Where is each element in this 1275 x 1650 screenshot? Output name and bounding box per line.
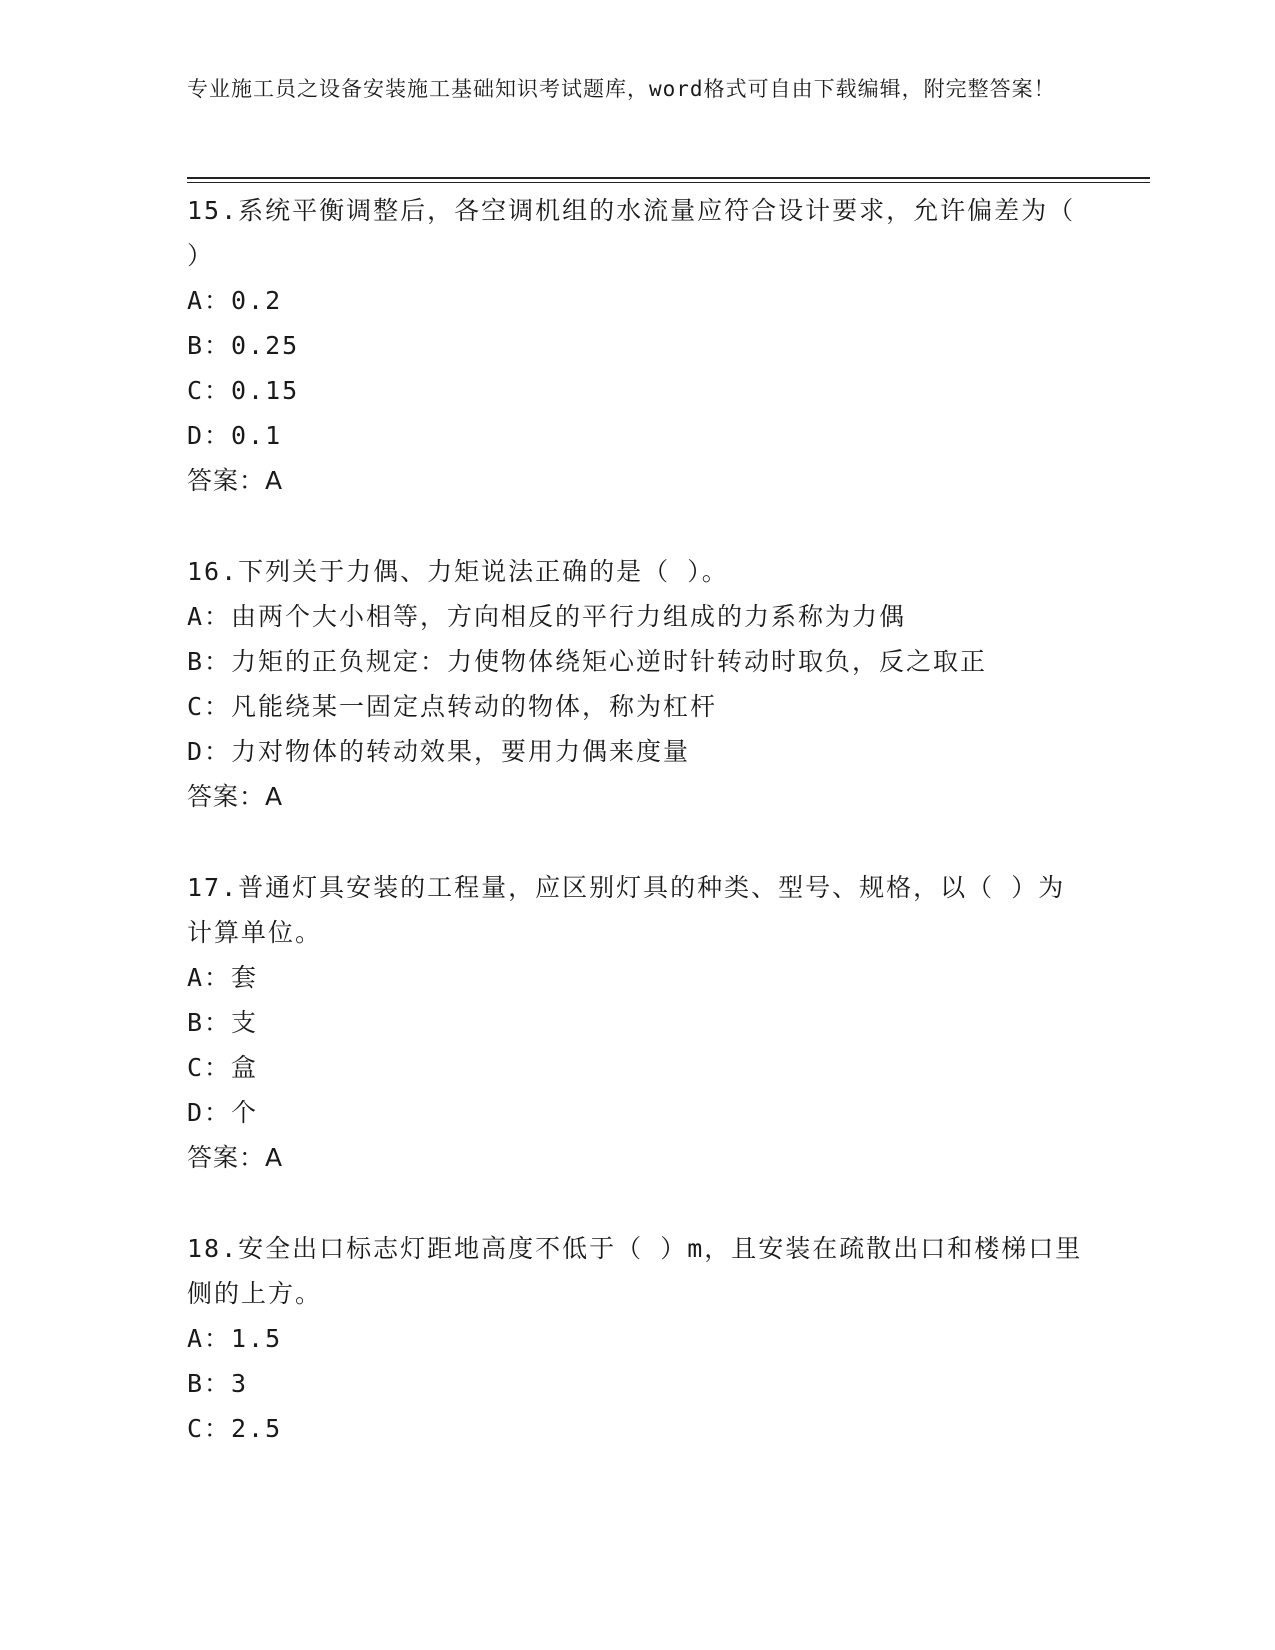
- option-key: A：: [187, 286, 232, 315]
- option-text: 个: [231, 1098, 259, 1127]
- option-text: 0.25: [231, 331, 300, 360]
- question-stem: 18.安全出口标志灯距地高度不低于（ ）m，且安装在疏散出口和楼梯口里侧的上方。: [187, 1234, 1083, 1308]
- option-b: [187, 323, 1087, 368]
- header-divider-thick: [187, 177, 1150, 179]
- option-text: 1.5: [231, 1324, 283, 1353]
- option-key: C：: [187, 376, 232, 405]
- option-a: [187, 594, 1087, 639]
- option-key: B：: [187, 647, 232, 676]
- option-a: [187, 955, 1087, 1000]
- option-c: [187, 368, 1087, 413]
- option-c: [187, 1045, 1087, 1090]
- option-a: [187, 278, 1087, 323]
- option-d: [187, 1090, 1087, 1135]
- option-c: [187, 1406, 1087, 1451]
- option-key: A：: [187, 1324, 232, 1353]
- question-16: [187, 549, 1087, 819]
- option-key: B：: [187, 1369, 232, 1398]
- option-key: D：: [187, 421, 232, 450]
- option-key: B：: [187, 1008, 232, 1037]
- question-17: [187, 865, 1087, 1180]
- option-key: C：: [187, 1414, 232, 1443]
- header-divider-thin: [187, 182, 1150, 183]
- question-stem: 15.系统平衡调整后，各空调机组的水流量应符合设计要求，允许偏差为（ ）: [187, 196, 1076, 270]
- option-text: 0.2: [231, 286, 283, 315]
- document-header: 专业施工员之设备安装施工基础知识考试题库，word格式可自由下载编辑，附完整答案！: [187, 77, 1056, 101]
- option-key: B：: [187, 331, 232, 360]
- option-key: C：: [187, 1053, 232, 1082]
- option-text: 由两个大小相等，方向相反的平行力组成的力系称为力偶: [231, 602, 907, 631]
- option-key: A：: [187, 963, 232, 992]
- question-18: [187, 1226, 1087, 1451]
- option-d: [187, 729, 1087, 774]
- option-text: 0.1: [231, 421, 283, 450]
- question-15: [187, 188, 1087, 503]
- option-b: [187, 1361, 1087, 1406]
- option-key: C：: [187, 692, 232, 721]
- option-d: [187, 413, 1087, 458]
- option-b: [187, 1000, 1087, 1045]
- option-key: D：: [187, 737, 232, 766]
- option-text: 套: [231, 963, 259, 992]
- option-text: 盒: [231, 1053, 259, 1082]
- option-a: [187, 1316, 1087, 1361]
- question-stem: 16.下列关于力偶、力矩说法正确的是（ ）。: [187, 557, 729, 586]
- option-text: 凡能绕某一固定点转动的物体，称为杠杆: [231, 692, 718, 721]
- answer-line: 答案：A: [187, 782, 284, 811]
- question-list: [187, 188, 1087, 1497]
- option-text: 力对物体的转动效果，要用力偶来度量: [231, 737, 691, 766]
- option-c: [187, 684, 1087, 729]
- option-key: D：: [187, 1098, 232, 1127]
- option-text: 支: [231, 1008, 259, 1037]
- option-text: 3: [231, 1369, 249, 1398]
- option-b: [187, 639, 1087, 684]
- option-key: A：: [187, 602, 232, 631]
- answer-line: 答案：A: [187, 1143, 284, 1172]
- option-text: 2.5: [231, 1414, 283, 1443]
- answer-line: 答案：A: [187, 466, 284, 495]
- option-text: 力矩的正负规定：力使物体绕矩心逆时针转动时取负，反之取正: [231, 647, 988, 676]
- question-stem: 17.普通灯具安装的工程量，应区别灯具的种类、型号、规格，以（ ）为计算单位。: [187, 873, 1066, 947]
- option-text: 0.15: [231, 376, 300, 405]
